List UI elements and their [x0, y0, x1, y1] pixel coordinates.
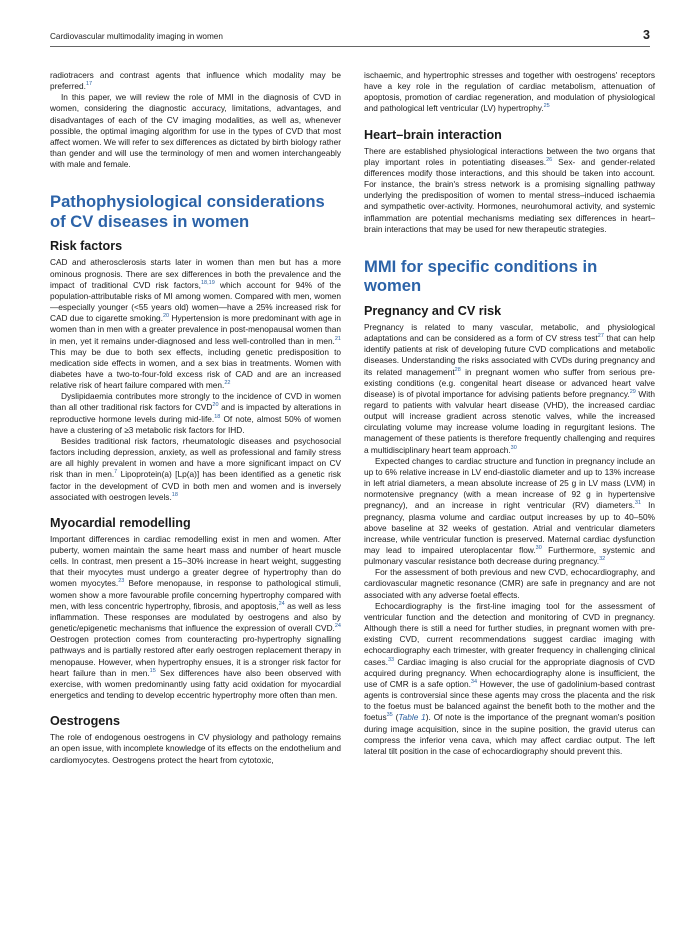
page-number: 3	[643, 28, 650, 42]
heading-pregnancy: Pregnancy and CV risk	[364, 303, 502, 318]
citation[interactable]: 33	[387, 656, 395, 663]
citation[interactable]: 34	[470, 679, 478, 686]
citation[interactable]: 25	[543, 103, 550, 110]
citation[interactable]: 20	[162, 313, 170, 320]
paragraph-oestrogens-continued: ischaemic, and hypertrophic stresses and together with oestrogens' receptors have a key role in the regulation of cardiac metabolism, attenuation of apoptosis, promotion of cardiac regeneration, and modulation of physiological and pathological left ventricular (LV) hypertrophy.$^{25}$	[364, 70, 655, 114]
header-rule	[50, 46, 650, 47]
citation[interactable]: 29	[629, 389, 636, 396]
paragraph-pregnancy-2: Expected changes to cardiac structure and function in pregnancy include an up to 6% relative increase in LV end-diastolic diameter and up to 13% increase in left atrial diameters, a mean absolute increase of 25 g in LV mass (LVM) in normotensive pregnancy (with a mean increase of 92 g in hypertensive pregnancy), and an increase in right ventricular (RV) diameters.$^{31}$ In pregnancy, plasma volume and cardiac output increases by up to 40–50% above baseline at 32 weeks of gestation. Atrial and ventricular diameters increase, while ventricular function is preserved. Maternal cardiac dysfunction may lead to impaired uteroplacentar flow.$^{30}$ Furthermore, systemic and pulmonary vascular resistance both decrease during pregnancy.$^{32}$	[364, 455, 655, 567]
citation[interactable]: 24	[278, 601, 285, 608]
paragraph-risk-3: Besides traditional risk factors, rheumatologic diseases and psychosocial factors including depression, anxiety, as well as professional and family stress are all highly prevalent in women and have a more significant impact on CV risk than in men.$^7$ Lipoprotein(a) [Lp(a)] has been identified as a genetic risk factor in the development of CVD in both men and women and is inversely associated with oestrogen levels.$^{18}$	[50, 435, 341, 502]
paragraph-oestrogens: The role of endogenous oestrogens in CV physiology and pathology remains an open issue, with incomplete knowledge of its effects on the endothelium and cardiomyocytes. Oestrogens protect the heart from cytotoxic,	[50, 732, 341, 765]
table-reference-link[interactable]: Table 1	[398, 712, 426, 723]
right-column	[364, 70, 655, 757]
citation[interactable]: 30	[535, 545, 542, 552]
citation[interactable]: 22	[224, 380, 231, 387]
left-column	[50, 70, 341, 766]
citation[interactable]: 35	[386, 712, 393, 719]
paragraph-myocardial: Important differences in cardiac remodelling exist in men and women. After puberty, women maintain the same heart mass and number of heart muscle cells. In contrast, men present a 15–30% increase in heart weight, suggesting that their myocytes must undergo a greater degree of hypertrophy than do women myocytes.$^{23}$ Before menopause, in response to pathological stimuli, women show a more favourable profile concerning hypertrophy compared with men, with less concentric hypertrophy, fibrosis, and apoptosis,$^{24}$ as well as less inflammation. These responses are modulated by oestrogens and also by genetic/epigenetic mechanisms that influence the expression of overall CVD.$^{24}$ Oestrogen protection comes from counteracting pro-hypertrophy signalling pathways and is partially restored after early oestrogen replacement therapy in menopause. However, when hypertrophy ensues, it is a stronger risk factor for heart failure than in men.$^{15}$ Sex differences have also been observed with exercise, with women predominantly using fatty acid oxidation for myocardial energetics and tending to develop eccentric hypertrophy more often than men.	[50, 533, 341, 701]
heading-myocardial-remodelling: Myocardial remodelling	[50, 515, 191, 530]
citation[interactable]: 21	[334, 335, 341, 342]
citation[interactable]: 7	[114, 469, 118, 476]
citation[interactable]: 17	[85, 81, 93, 88]
paragraph-heart-brain: There are established physiological interactions between the two organs that play important roles in potentiating diseases.$^{26}$ Sex- and gender-related differences modify those interactions, and this should be taken into account. For instance, the brain's stress network is a promising signalling pathway underlying the predisposition of women to mental stress–induced ischaemia and sympathetic over-activity. Hormones, neurohumoral activity, and systemic inflammation are potential mechanisms mediating sex differences in heart–brain interactions that may be used for new therapeutic strategies.	[364, 145, 655, 234]
paragraph-intro-2: In this paper, we will review the role of MMI in the diagnosis of CVD in women, considering the diagnostic accuracy, limitations, advantages, and disadvantages of each of the CV imaging modalities, as well as, whenever possible, the optimal imaging algorithm for use in the types of CVD that most affect women. We will refer to sex differences as dictated by birth biology rather than gender and will use the terminology of men and women interchangeably with male and female.	[50, 92, 341, 170]
citation[interactable]: 20	[212, 402, 219, 409]
paragraph-risk-2: Dyslipidaemia contributes more strongly to the incidence of CVD in women than all other traditional risk factors for CVD$^{20}$ and is impacted by alterations in reproductive hormone levels during mid-life.$^{18}$ Of note, almost 50% of women have a clustering of ≥3 metabolic risk factors for IHD.	[50, 391, 341, 435]
paragraph-intro-1: radiotracers and contrast agents that influence which modality may be preferred.$^{17}$	[50, 70, 341, 92]
citation[interactable]: 30	[510, 444, 517, 451]
running-title: Cardiovascular multimodality imaging in women	[50, 32, 223, 41]
citation[interactable]: 18	[171, 491, 178, 498]
section-title-pathophysiology: Pathophysiological considerations of CV diseases in women	[50, 192, 325, 231]
paragraph-pregnancy-4: Echocardiography is the first-line imaging tool for the assessment of ventricular function and the detection and monitoring of CVD in pregnancy. Although there is still a need for further studies, in pregnant women with pre-existing CVD, current recommendations suggest cardiac imaging with echocardiography each trimester, with greater frequency in challenging clinical cases.$^{33}$ Cardiac imaging is also crucial for the appropriate diagnosis of CVD acquired during pregnancy. When echocardiography alone is insufficient, the use of CMR is a safe option.$^{34}$ However, the use of gadolinium-based contrast agents is controversial since these agents may cross the placenta and the risk to the foetus must be balanced against the benefit both to the mother and the foetus$^{35}$ (Table 1). Of note is the importance of the pregnant woman's position during image acquisition, since in the supine position, the gravid uterus can compress the inferior vena cava, which may affect cardiac output. The left lateral tilt position in the case of echocardiography should prevent this.	[364, 600, 655, 756]
running-header	[50, 30, 650, 46]
citation[interactable]: 15	[149, 667, 156, 674]
paragraph-pregnancy-3: For the assessment of both previous and new CVD, echocardiography, and cardiovascular magnetic resonance (CMR) are safe in pregnancy and are not associated with any adverse foetal effects.	[364, 567, 655, 600]
citation[interactable]: 26	[546, 157, 553, 164]
citation[interactable]: 18,19	[200, 279, 215, 286]
citation[interactable]: 27	[597, 333, 604, 340]
citation[interactable]: 32	[599, 556, 606, 563]
heading-heart-brain: Heart–brain interaction	[364, 127, 502, 142]
paragraph-risk-1: CAD and atherosclerosis starts later in women than men but has a more ominous prognosis. There are sex differences in both the prevalence and the impact of traditional CVD risk factors,$^{18,19}$ which account for 94% of the population-attributable risks of MI among women. Compared with men, women—especially younger (<55 years old) women—have a 25% increased risk for CAD due to cigarette smoking.$^{20}$ Hypertension is more predominant with age in women than in men with a greater prevalence in post-menopausal women than in men, yet it remains under-diagnosed and less well-controlled than in men.$^{21}$ This may be due to both sex effects, including genetic predisposition to medication side effects in women, and a sex bias in treatments. Women with diabetes have a two-to-four-fold excess risk of CAD and are an increased relative risk of heart failure compared with men.$^{22}$	[50, 257, 341, 391]
heading-oestrogens: Oestrogens	[50, 714, 120, 729]
heading-risk-factors: Risk factors	[50, 239, 123, 254]
citation[interactable]: 23	[118, 578, 125, 585]
section-title-mmi: MMI for specific conditions in women	[364, 256, 598, 296]
citation[interactable]: 28	[454, 366, 461, 373]
citation[interactable]: 18	[214, 413, 221, 420]
citation[interactable]: 31	[634, 500, 642, 507]
paragraph-pregnancy-1: Pregnancy is related to many vascular, metabolic, and physiological adaptations and can be considered as a form of CV stress test$^{27}$ that can help identify patients at risk of developing future CVD complications and metabolic diseases. Understanding the risks associated with CVDs during pregnancy and its related management$^{28}$ in pregnant women who suffer from serious pre-existing conditions (e.g. congenital heart disease or advanced heart valve disease) is of pivotal importance for advising patients before pregnancy.$^{29}$ With regard to patients with valvular heart disease (VHD), the increased cardiac output will increase gradient across stenotic valves, while the increased circulating volume may increase volume loading in regurgitant lesions. The management of these patients is therefore frequently challenging and requires a multidisciplinary heart team approach.$^{30}$	[364, 321, 656, 455]
citation[interactable]: 24	[334, 623, 341, 630]
